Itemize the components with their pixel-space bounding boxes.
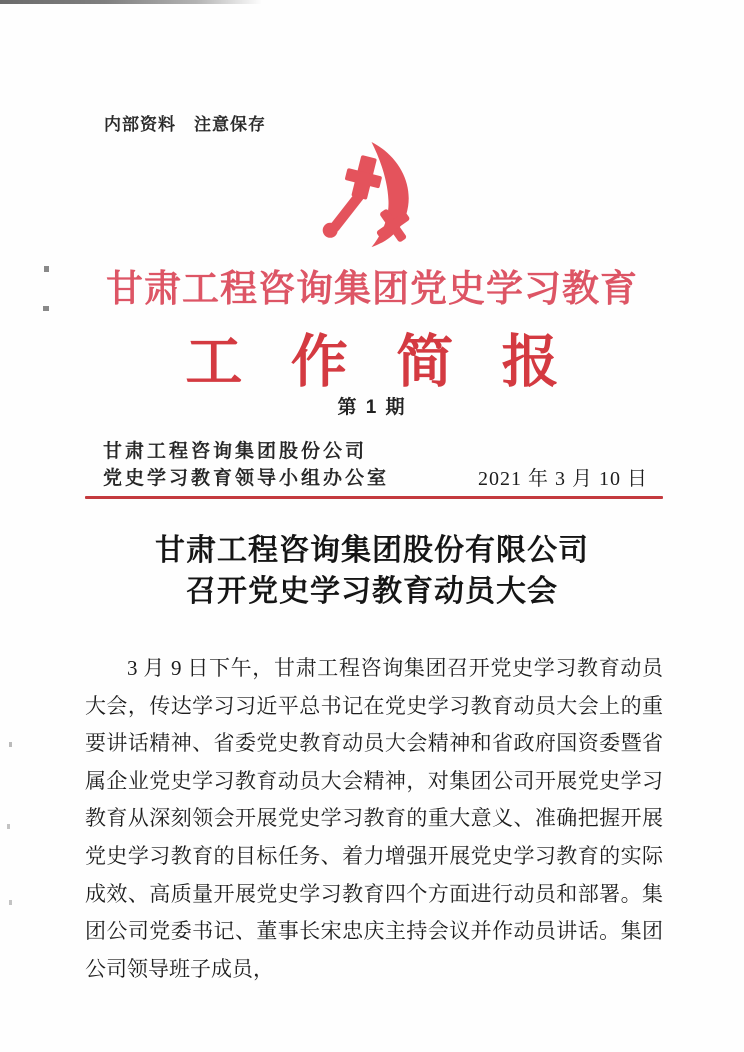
issuer-organization: [103, 438, 389, 492]
party-emblem-icon: [304, 142, 440, 250]
scan-artifact-speck: [7, 824, 10, 829]
issuer-row: [103, 438, 648, 492]
article-body-paragraph: 3 月 9 日下午，甘肃工程咨询集团召开党史学习教育动员大会，传达学习习近平总书记在党史学习教育动员大会上的重要讲话精神、省委党史教育动员大会精神和省政府国资委暨省属企业党史学习教育动员大会精神，对集团公司开展党史学习教育从深刻领会开展党史学习教育的重大意义、准确把握开展党史学习教育的目标任务、着力增强开展党史学习教育的实际成效、高质量开展党史学习教育四个方面进行动员和部署。集团公司党委书记、董事长宋忠庆主持会议并作动员讲话。集团公司领导班子成员，: [85, 656, 663, 981]
article-title-line2: 召开党史学习教育动员大会: [186, 575, 558, 608]
masthead-title: 甘肃工程咨询集团党史学习教育: [106, 269, 638, 310]
divider-rule: [85, 496, 663, 499]
issuer-org-line1: 甘肃工程咨询集团股份公司: [103, 441, 368, 462]
scan-artifact-speck: [9, 742, 12, 747]
scan-artifact-top: [0, 0, 262, 4]
issuer-org-line2: 党史学习教育领导小组办公室: [103, 468, 390, 489]
issue-number: 第 1 期: [337, 397, 407, 418]
scan-artifact-speck: [9, 900, 12, 905]
bulletin-title: 工作简报: [185, 331, 608, 394]
issue-date: 2021 年 3 月 10 日: [478, 468, 648, 490]
article-title-line1: 甘肃工程咨询集团股份有限公司: [155, 534, 589, 567]
article-title: [0, 530, 744, 612]
classification-label: 内部资料 注意保存: [104, 115, 266, 134]
